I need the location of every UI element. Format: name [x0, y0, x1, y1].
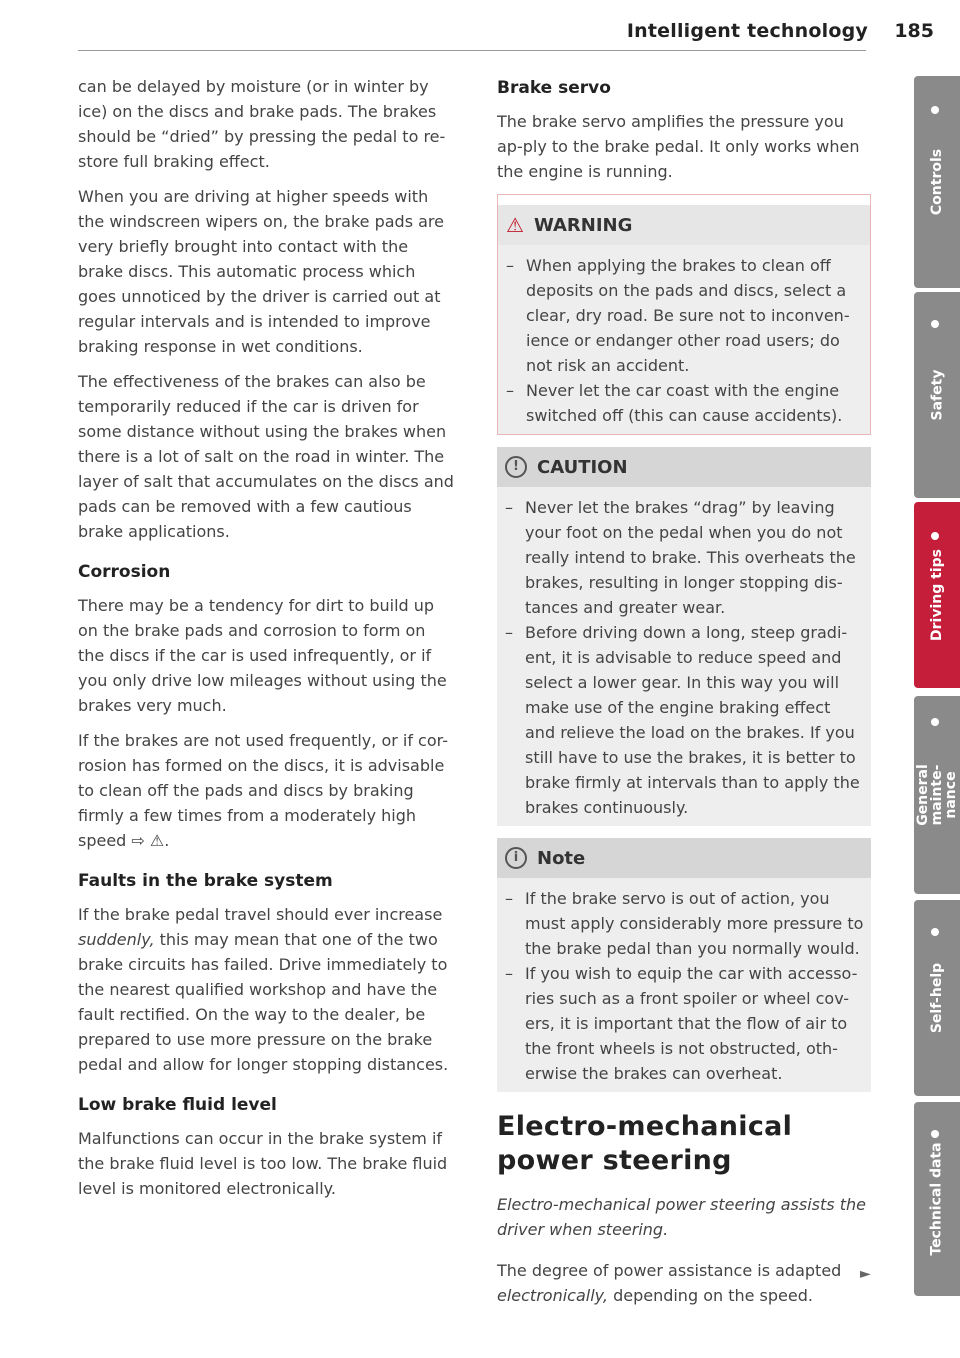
side-tab-label: General mainte-nance — [915, 764, 960, 826]
right-column — [497, 74, 871, 1318]
bullet-icon — [931, 320, 939, 328]
bullet-icon — [931, 928, 939, 936]
side-tab-label: Safety — [929, 369, 945, 421]
text: depending on the speed. — [613, 1286, 813, 1305]
list-item: – Never let the car coast with the engine switched off (this can cause accidents). — [506, 378, 864, 428]
emphasis: suddenly, — [78, 930, 155, 949]
warning-body — [498, 245, 870, 434]
left-column — [78, 74, 456, 1211]
bullet-icon — [931, 718, 939, 726]
page-number: 185 — [894, 20, 934, 42]
side-tab-controls[interactable] — [914, 76, 960, 288]
paragraph: The brake servo amplifies the pressure you ap-ply to the brake pedal. It only works when the engine is running. — [497, 112, 860, 181]
list-item: – If you wish to equip the car with accesso-ries such as a front spoiler or wheel cov-ers, it is important that the flow of air to the front wheels is not obstructed, oth-erwise the brakes can overheat. — [505, 961, 865, 1086]
brake-servo-heading: Brake servo — [497, 78, 611, 98]
list-item: – Never let the brakes “drag” by leaving your foot on the pedal when you do not really intend to brake. This overheats the brakes, resulting in longer stopping dis-tances and greater wear. — [505, 495, 865, 620]
note-header — [497, 838, 871, 878]
lead-paragraph: Electro-mechanical power steering assists the driver when steering. — [497, 1195, 866, 1239]
caution-header — [497, 447, 871, 487]
list-item: – When applying the brakes to clean off deposits on the pads and discs, select a clear, dry road. Be sure not to inconven-ience or endanger other road users; do not risk an accident. — [506, 253, 864, 378]
side-tab-label: Self-help — [929, 962, 946, 1034]
side-tab-self-help[interactable] — [914, 900, 960, 1096]
page-header-title: Intelligent technology — [626, 20, 868, 42]
note-box — [497, 838, 871, 1092]
paragraph: There may be a tendency for dirt to build up on the brake pads and corrosion to form on the discs if the car is used infrequently, or if you only drive low mileages without using the brakes very much. — [78, 596, 447, 715]
paragraph: If the brakes are not used frequently, or if cor-rosion has formed on the discs, it is advisable to clean off the pads and discs by braking firmly a few times from a moderately high speed ⇨ ⚠. — [78, 731, 448, 850]
paragraph — [78, 902, 456, 1077]
bullet-icon — [931, 106, 939, 114]
side-tab-technical-data[interactable] — [914, 1102, 960, 1296]
section-title: Electro-mechanical power steering — [497, 1111, 793, 1176]
paragraph: The effectiveness of the brakes can also be temporarily reduced if the car is driven for some distance without using the brakes when there is a lot of salt on the road in winter. The layer of salt that accumulates on the discs and pads can be removed with a few cautious brake applications. — [78, 372, 454, 541]
caution-icon: ! — [505, 456, 527, 478]
continue-arrow-icon: ► — [860, 1266, 871, 1282]
text: The degree of power assistance is adapted — [497, 1261, 842, 1280]
info-icon: i — [505, 847, 527, 869]
corrosion-heading: Corrosion — [78, 562, 171, 582]
text: this may mean that one of the two brake circuits has failed. Drive immediately to the nearest qualified workshop and have the fault rectified. On the way to the dealer, be prepared to use more pressure on the brake pedal and allow for longer stopping distances. — [78, 930, 449, 1074]
paragraph: can be delayed by moisture (or in winter by ice) on the discs and brake pads. The brakes should be “dried” by pressing the pedal to re-store full braking effect. — [78, 77, 446, 171]
side-tab-label: Controls — [929, 148, 945, 216]
list-item: – Before driving down a long, steep gradi-ent, it is advisable to reduce speed and select a lower gear. In this way you will make use of the engine braking effect and relieve the load on the brakes. If you still have to use the brakes, it is better to brake firmly at intervals than to apply the brakes continuously. — [505, 620, 865, 820]
side-tab-driving-tips[interactable] — [914, 502, 960, 688]
warning-label: WARNING — [533, 214, 633, 236]
paragraph: Malfunctions can occur in the brake system if the brake fluid level is too low. The brake fluid level is monitored electronically. — [78, 1129, 448, 1198]
warning-icon: ⚠ — [506, 212, 524, 237]
caution-body — [497, 487, 871, 826]
note-body — [497, 878, 871, 1092]
text: If the brake pedal travel should ever increase — [78, 905, 443, 924]
caution-label: CAUTION — [537, 456, 628, 478]
list-item: – If the brake servo is out of action, you must apply considerably more pressure to the brake pedal than you normally would. — [505, 886, 865, 961]
fluid-level-heading: Low brake fluid level — [78, 1095, 277, 1115]
emphasis: electronically, — [497, 1286, 608, 1305]
paragraph — [497, 1258, 871, 1308]
bullet-icon — [931, 1130, 939, 1138]
warning-box — [497, 194, 871, 435]
paragraph: When you are driving at higher speeds with the windscreen wipers on, the brake pads are very briefly brought into contact with the brake discs. This automatic process which goes unnoticed by the driver is carried out at regular intervals and is intended to improve braking response in wet conditions. — [78, 187, 444, 356]
note-label: Note — [537, 847, 586, 869]
side-tab-label: Technical data — [929, 1142, 945, 1256]
bullet-icon — [931, 532, 939, 540]
header-rule — [78, 50, 866, 51]
side-tab-general-maintenance[interactable] — [914, 696, 960, 894]
caution-box — [497, 447, 871, 826]
side-tab-safety[interactable] — [914, 292, 960, 498]
warning-header — [498, 205, 870, 245]
faults-heading: Faults in the brake system — [78, 871, 333, 891]
side-tab-label: Driving tips — [929, 549, 945, 641]
